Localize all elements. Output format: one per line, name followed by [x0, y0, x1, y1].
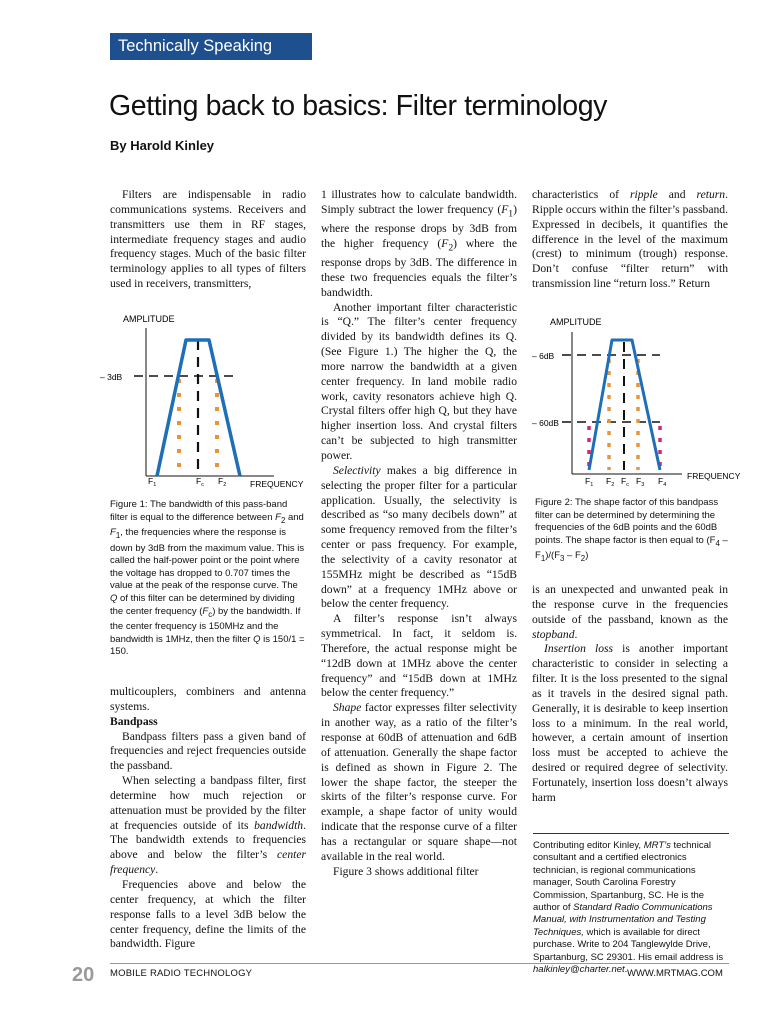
footer-divider — [110, 963, 729, 964]
author-email: halkinley@charter.net — [533, 964, 625, 976]
figure-2-tick-f2: $F_2$ — [606, 476, 615, 488]
figure-2-diagram — [528, 312, 750, 492]
paragraph: Another important filter characteristic is “Q.” The filter’s center frequency divided by its bandwidth defines its Q. (See Figure 1.) The higher the Q, the more narrow the bandwidth at a given center frequency. In land mobile radio work, cavity resonators achieve high Q. Crystal filters offer high Q, but they have higher insertion loss. And crystal filters can’t be subjected to high transmitter power. — [321, 300, 517, 462]
byline: By Harold Kinley — [110, 138, 215, 153]
figure-1-ylabel: AMPLITUDE — [123, 314, 175, 324]
author-bio: Contributing editor Kinley, MRT’s technical consultant and a certified electronics technician, is regional communications manager, South Carolina Forestry Commission, Spartanburg, SC. He is the author of Standard Radio Communications Manual, with Instrumentation and Testing Techniques, which is available for direct purchase. Write to 204 Tanglewylde Drive, Spartanburg, SC 29301. His email address is halkinley@charter.net. — [533, 840, 724, 976]
column-3-bottom — [532, 583, 728, 806]
figure-2-tick-f3: $F_3$ — [636, 476, 645, 488]
figure-1-caption: Figure 1: The bandwidth of this pass-band filter is equal to the difference between $F_2$ and $F_1$, the frequencies where the response is down by 3dB from the maximum value. This is called the half-power point or the point where the voltage has dropped to 0.707 times the value at the peak of the response curve. The Q of this filter can be determined by dividing the center frequency $(F_c)$ by the bandwidth. If the center frequency is 150MHz and the bandwidth is 1MHz, then the filter Q is 150/1 = 150. — [110, 499, 305, 658]
paragraph: characteristics of ripple and return. Ripple occurs within the filter’s passband. Expressed in decibels, it quantifies the difference in the level of the maximum (crest) to minimum (trough) response. Don’t confuse “filter return” with transmission line “return loss.” Return — [532, 188, 728, 291]
figure-1-xlabel: FREQUENCY — [250, 479, 304, 489]
section-heading-bandpass: Bandpass — [110, 714, 158, 728]
figure-2-ylabel: AMPLITUDE — [550, 317, 602, 327]
figure-2-tick-f1: $F_1$ — [585, 476, 594, 488]
publication-name: MOBILE RADIO TECHNOLOGY — [110, 968, 253, 979]
figure-1-tick-f2: $F_2$ — [218, 476, 227, 488]
paragraph: Figure 3 shows additional filter — [333, 864, 479, 878]
paragraph: Selectivity makes a big difference in selecting the proper filter for a particular application. Usually, the selectivity is described as “so many decibels down” at some frequency removed from the filter’s center or pass frequency. For example, the selectivity of a cavity resonator at 155MHz might be described as “15dB down” at a frequency 1MHz above or below the center frequency. — [321, 463, 517, 611]
paragraph: When selecting a bandpass filter, first determine how much rejection or attenuation must be provided by the filter at frequencies outside of its bandwidth. The bandwidth extends to frequencies above and below the filter’s center frequency. — [110, 774, 306, 877]
article-title: Getting back to basics: Filter terminology — [109, 90, 607, 122]
figure-2-level-high-label: – 6dB — [532, 351, 555, 361]
figure-1-diagram — [100, 310, 322, 492]
paragraph: Frequencies above and below the center frequency, at which the filter response falls to a level 3dB below the center frequency, define the limits of the bandwidth. Figure — [110, 877, 306, 951]
paragraph: is an unexpected and unwanted peak in the response curve in the frequencies outside of the passband, known as the stopband. — [532, 583, 728, 641]
figure-2-caption: Figure 2: The shape factor of this bandpass filter can be determined by determining the frequencies of the 6dB points and the 60dB points. The shape factor is then equal to $(F_4 - F_1)/(F_3 - F_2)$ — [535, 497, 728, 564]
paragraph: Insertion loss is another important characteristic to consider in selecting a filter. It is the loss presented to the signal as it travels in the desired signal path. Generally, it is desirable to keep insertion loss to a minimum. In the real world, however, a certain amount of insertion loss must be accepted to achieve the desired or required degree of selectivity. Fortunately, insertion loss doesn’t always harm — [532, 642, 728, 804]
figure-1-tick-f1: $F_1$ — [148, 476, 157, 488]
figure-2-tick-fc: $F_c$ — [621, 476, 629, 488]
figure-1-tick-fc: $F_c$ — [196, 476, 204, 488]
publication-url: WWW.MRTMAG.COM — [627, 968, 723, 979]
figure-1-level-label: – 3dB — [100, 372, 123, 382]
figure-2-tick-f4: $F_4$ — [658, 476, 667, 488]
column-3-top — [532, 188, 728, 292]
paragraph: Filters are indispensable in radio communications systems. Receivers and transmitters use them in RF stages, intermediate frequency stages and audio frequency stages. Much of the basic filter terminology applies to all types of filters used in receivers, transmitters, — [110, 188, 306, 291]
column-1-top — [110, 188, 306, 292]
paragraph: multicouplers, combiners and antenna systems. — [110, 685, 306, 713]
column-1-bottom — [110, 685, 306, 952]
paragraph: 1 illustrates how to calculate bandwidth. Simply subtract the lower frequency $(F_1)$ where the response drops by 3dB from the higher frequency $(F_2)$ where the response drops by 3dB. The difference in these two frequencies equals the filter’s bandwidth. — [321, 188, 517, 299]
figure-2-xlabel: FREQUENCY — [687, 471, 741, 481]
page-number: 20 — [72, 964, 95, 986]
paragraph: A filter’s response isn’t always symmetrical. In fact, it seldom is. Therefore, the actual response might be “12dB down at 1MHz above the center frequency” and “15dB down at 1MHz below the center frequency.” — [321, 612, 517, 700]
bio-divider — [533, 833, 729, 834]
figure-2-level-low-label: – 60dB — [532, 418, 559, 428]
section-label: Technically Speaking — [118, 37, 273, 55]
paragraph: Bandpass filters pass a given band of frequencies and reject frequencies outside the passband. — [110, 729, 306, 773]
column-2 — [321, 188, 517, 879]
paragraph: Shape factor expresses filter selectivity in another way, as a ratio of the filter’s response at 60dB of attenuation and 6dB of attenuation. Generally the shape factor is defined as shown in Figure 2. The lower the shape factor, the steeper the skirts of the filter’s response curve. For example, a shape factor of unity would indicate that the response curve of a filter has a rectangular or square shape—not available in the real world. — [321, 701, 517, 863]
section-banner — [110, 33, 312, 60]
